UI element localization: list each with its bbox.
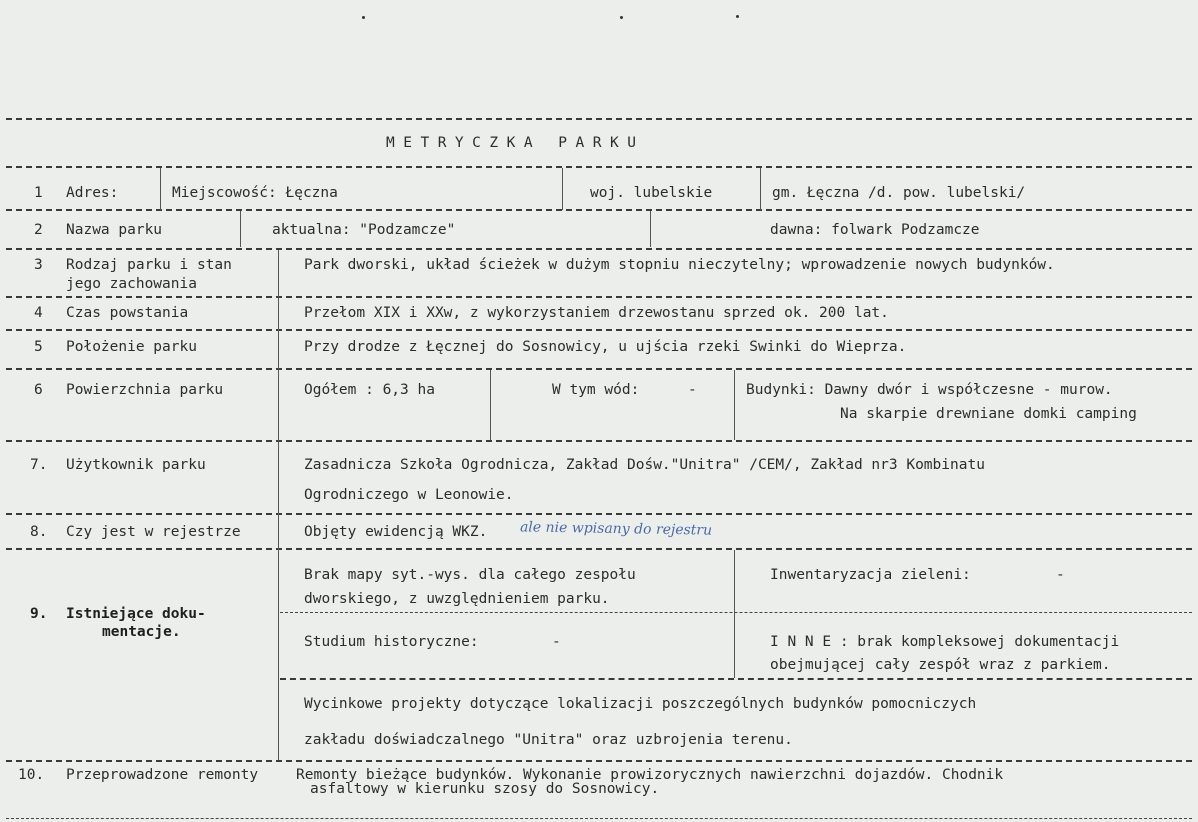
repairs-value-cont: asfaltowy w kierunku szosy do Sosnowicy. xyxy=(310,781,660,797)
card-dot xyxy=(620,16,623,19)
row-number: 10. xyxy=(18,767,45,783)
row-number: 2 xyxy=(34,222,43,238)
locality-value: Miejscowość: Łęczna xyxy=(172,185,338,201)
card-dot xyxy=(362,16,365,19)
user-label: Użytkownik parku xyxy=(66,457,206,473)
projects-value: Wycinkowe projekty dotyczące lokalizacji poszczególnych budynków pomocniczych xyxy=(304,696,977,712)
park-type-label: Rodzaj parku i stan xyxy=(66,257,232,273)
user-value: Zasadnicza Szkoła Ogrodnicza, Zakład Dośw."Unitra" /CEM/, Zakład nr3 Kombinatu xyxy=(304,457,985,473)
row-number: 7. xyxy=(30,457,48,473)
register-value: Objęty ewidencją WKZ. xyxy=(304,524,488,540)
col-divider-main xyxy=(278,250,279,760)
col-divider xyxy=(490,370,491,440)
buildings-value-cont: Na skarpie drewniane domki camping xyxy=(840,406,1137,422)
rule xyxy=(6,368,1192,370)
col-divider xyxy=(650,211,651,247)
rule xyxy=(6,166,1192,168)
location-value: Przy drodze z Łęcznej do Sosnowicy, u ujścia rzeki Swinki do Wieprza. xyxy=(304,339,907,355)
voivodeship-value: woj. lubelskie xyxy=(590,185,713,201)
rule xyxy=(6,548,1192,550)
col-divider xyxy=(160,168,161,210)
row-number: 4 xyxy=(34,305,43,321)
park-type-label-cont: jego zachowania xyxy=(66,276,197,292)
rule xyxy=(6,329,1192,331)
rule-inner xyxy=(280,612,1192,613)
rule-inner xyxy=(280,678,1192,680)
former-name-value: dawna: folwark Podzamcze xyxy=(770,222,980,238)
col-divider xyxy=(760,168,761,210)
page-title: METRYCZKA PARKU xyxy=(386,135,645,151)
address-label: Adres: xyxy=(66,185,119,201)
inventory-value: - xyxy=(1056,567,1065,583)
card-dot xyxy=(736,15,739,18)
rule xyxy=(6,209,1192,211)
inventory-label: Inwentaryzacja zieleni: xyxy=(770,567,971,583)
rule xyxy=(6,440,1192,442)
rule-top xyxy=(6,118,1192,120)
col-divider xyxy=(240,211,241,247)
map-value-cont: dworskiego, z uwzględnieniem parku. xyxy=(304,591,610,607)
documents-label-cont: mentacje. xyxy=(102,624,181,640)
area-total-value: Ogółem : 6,3 ha xyxy=(304,382,435,398)
rule-bottom xyxy=(6,818,1192,819)
current-name-value: aktualna: "Podzamcze" xyxy=(272,222,456,238)
row-number: 8. xyxy=(30,524,48,540)
buildings-value: Budynki: Dawny dwór i współczesne - murow. xyxy=(746,382,1113,398)
rule xyxy=(6,760,1192,762)
row-number: 3 xyxy=(34,257,43,273)
map-value: Brak mapy syt.-wys. dla całego zespołu xyxy=(304,567,636,583)
row-number: 9. xyxy=(30,606,48,622)
creation-time-label: Czas powstania xyxy=(66,305,189,321)
park-type-value: Park dworski, układ ścieżek w dużym stopniu nieczytelny; wprowadzenie nowych budynków. xyxy=(304,257,1055,273)
study-value: - xyxy=(552,634,561,650)
handwritten-note: ale nie wpisany do rejestru xyxy=(519,519,713,539)
row-number: 5 xyxy=(34,339,43,355)
user-value-cont: Ogrodniczego w Leonowie. xyxy=(304,487,514,503)
creation-time-value: Przełom XIX i XXw, z wykorzystaniem drzewostanu sprzed ok. 200 lat. xyxy=(304,305,889,321)
repairs-label: Przeprowadzone remonty xyxy=(66,767,259,783)
location-label: Położenie parku xyxy=(66,339,197,355)
col-divider xyxy=(562,168,563,210)
commune-value: gm. Łęczna /d. pow. lubelski/ xyxy=(772,185,1026,201)
other-docs-value: I N N E : brak kompleksowej dokumentacji xyxy=(770,634,1120,650)
row-number: 6 xyxy=(34,382,43,398)
col-divider xyxy=(734,550,735,678)
study-label: Studium historyczne: xyxy=(304,634,479,650)
rule xyxy=(6,248,1192,250)
projects-value-cont: zakładu doświadczalnego "Unitra" oraz uzbrojenia terenu. xyxy=(304,732,793,748)
park-name-label: Nazwa parku xyxy=(66,222,163,238)
col-divider xyxy=(734,370,735,440)
repairs-value: Remonty bieżące budynków. Wykonanie prowizorycznych nawierzchni dojazdów. Chodnik xyxy=(296,767,1004,783)
documents-label: Istniejące doku- xyxy=(66,606,206,622)
water-label: W tym wód: xyxy=(552,382,640,398)
register-label: Czy jest w rejestrze xyxy=(66,524,241,540)
area-label: Powierzchnia parku xyxy=(66,382,224,398)
rule xyxy=(6,513,1192,515)
water-value: - xyxy=(688,382,697,398)
row-number: 1 xyxy=(34,185,43,201)
other-docs-value-cont: obejmującej cały zespół wraz z parkiem. xyxy=(770,657,1111,673)
rule xyxy=(6,296,1192,298)
